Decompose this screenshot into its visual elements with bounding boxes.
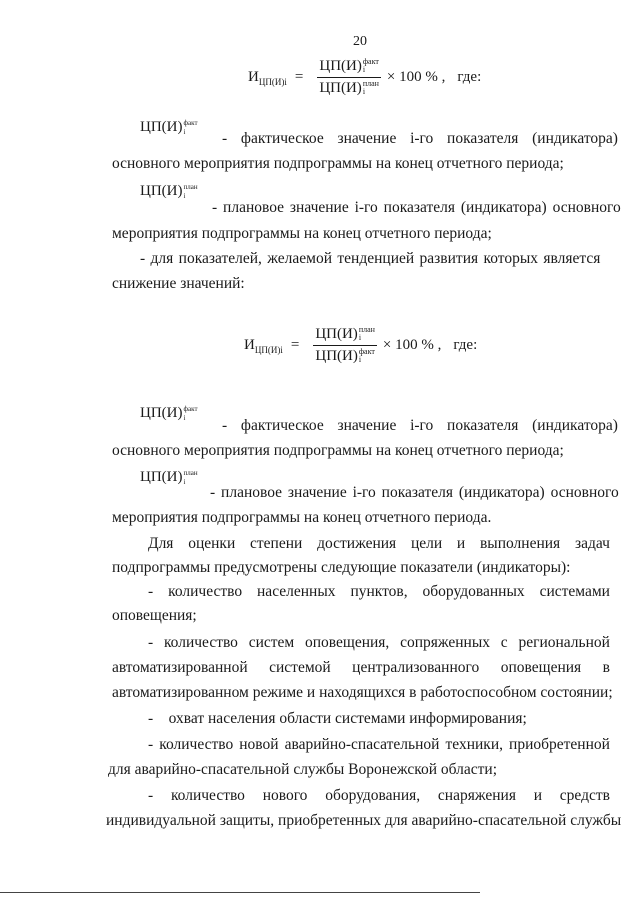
decrease-line2: снижение значений: bbox=[112, 275, 245, 292]
word: в bbox=[602, 659, 610, 676]
word: - bbox=[222, 417, 228, 434]
word: с bbox=[500, 634, 508, 651]
def3-line1 bbox=[222, 417, 618, 435]
word: количество bbox=[168, 583, 243, 600]
denominator bbox=[313, 346, 377, 365]
word: і-го bbox=[410, 130, 434, 147]
word: количество bbox=[159, 736, 234, 753]
numerator-sub: і bbox=[358, 333, 362, 342]
word: аварийно-спасательной bbox=[284, 736, 440, 753]
term-sup: факт bbox=[183, 405, 198, 413]
word: выполнения bbox=[479, 535, 561, 552]
assess-line2: подпрограммы предусмотрены следующие показатели (индикаторы): bbox=[112, 559, 571, 576]
word: степени bbox=[250, 535, 303, 552]
multiplier: × 100 % , bbox=[382, 337, 442, 353]
bullet3-line1: - охват населения области системами информирования; bbox=[148, 710, 527, 727]
term-plan bbox=[140, 183, 198, 201]
term-fact bbox=[140, 405, 198, 423]
word: - bbox=[148, 787, 154, 804]
term-base: ЦП(И) bbox=[140, 405, 183, 421]
word: і-го bbox=[410, 417, 434, 434]
formula-lhs bbox=[248, 69, 287, 87]
word: - bbox=[148, 634, 154, 651]
term-plan bbox=[140, 469, 198, 487]
word: централизованного bbox=[352, 659, 480, 676]
word: приобретенной bbox=[509, 736, 610, 753]
word: новой bbox=[239, 736, 279, 753]
word: средств bbox=[559, 787, 610, 804]
term-sub: і bbox=[183, 478, 186, 486]
word: населенных bbox=[257, 583, 336, 600]
bullet2-line1 bbox=[148, 634, 610, 652]
term-base: ЦП(И) bbox=[140, 183, 183, 199]
numerator-base: ЦП(И) bbox=[315, 326, 358, 342]
term-sup: план bbox=[183, 183, 198, 191]
word: достижения bbox=[317, 535, 397, 552]
word: автоматизированной bbox=[112, 659, 248, 676]
term-sup: факт bbox=[183, 119, 198, 127]
bullet2-line2 bbox=[112, 659, 610, 677]
word: Для bbox=[148, 535, 174, 552]
def1-line2: основного мероприятия подпрограммы на конец отчетного периода; bbox=[112, 155, 564, 172]
equals-sign: = bbox=[290, 337, 300, 353]
bullet1-line2: оповещения; bbox=[112, 607, 197, 624]
word: количество bbox=[170, 787, 245, 804]
fraction bbox=[317, 58, 381, 97]
where-label: где: bbox=[457, 69, 482, 85]
lhs-subscript: ЦП(И)і bbox=[254, 344, 283, 355]
numerator bbox=[313, 326, 377, 346]
def4-line2: мероприятия подпрограммы на конец отчетного периода. bbox=[112, 509, 492, 526]
word: - bbox=[222, 130, 228, 147]
word: - bbox=[148, 583, 154, 600]
word: нового bbox=[262, 787, 308, 804]
bullet5-line2: индивидуальной защиты, приобретенных для аварийно-спасательной службы bbox=[106, 812, 622, 829]
word: региональной bbox=[518, 634, 610, 651]
term-sub: і bbox=[183, 192, 186, 200]
word: (индикатора) bbox=[532, 417, 618, 434]
term-base: ЦП(И) bbox=[140, 469, 183, 485]
numerator-sup: план bbox=[358, 325, 375, 334]
word: техники, bbox=[445, 736, 503, 753]
bullet4-line2: для аварийно-спасательной службы Воронежской области; bbox=[108, 761, 498, 778]
term-base: ЦП(И) bbox=[140, 119, 183, 135]
word: систем bbox=[248, 634, 295, 651]
def1-line1 bbox=[222, 130, 618, 148]
word: оповещения, bbox=[305, 634, 390, 651]
decrease-line1: - для показателей, желаемой тенденцией развития которых является bbox=[140, 250, 601, 267]
footer-rule bbox=[0, 892, 480, 893]
word: оборудования, bbox=[325, 787, 421, 804]
numerator-sup: факт bbox=[362, 57, 379, 66]
bullet4-line1 bbox=[148, 736, 610, 754]
word: пунктов, bbox=[350, 583, 408, 600]
denominator-sup: факт bbox=[358, 347, 375, 356]
word: значение bbox=[337, 130, 397, 147]
denominator bbox=[317, 78, 381, 97]
bullet5-line1 bbox=[148, 787, 610, 805]
word: оценки bbox=[188, 535, 236, 552]
multiplier: × 100 % , bbox=[386, 69, 446, 85]
def2-line2: мероприятия подпрограммы на конец отчетного периода; bbox=[112, 225, 492, 242]
word: фактическое bbox=[240, 417, 324, 434]
word: задач bbox=[574, 535, 610, 552]
assess-line1 bbox=[148, 535, 610, 553]
word: количество bbox=[163, 634, 238, 651]
equals-sign: = bbox=[294, 69, 304, 85]
formula-direct bbox=[248, 58, 481, 97]
bullet1-line1 bbox=[148, 583, 610, 601]
word: - bbox=[148, 736, 154, 753]
formula-lhs bbox=[244, 337, 283, 355]
lhs-symbol: И bbox=[244, 336, 255, 353]
term-fact bbox=[140, 119, 198, 137]
word: системами bbox=[539, 583, 610, 600]
denominator-base: ЦП(И) bbox=[319, 80, 362, 96]
word: значение bbox=[337, 417, 397, 434]
numerator-base: ЦП(И) bbox=[319, 58, 362, 74]
term-sub: і bbox=[183, 128, 186, 136]
term-sub: і bbox=[183, 414, 186, 422]
denominator-sub: і bbox=[362, 87, 366, 96]
denominator-base: ЦП(И) bbox=[315, 348, 358, 364]
word: и bbox=[533, 787, 543, 804]
def4-line1: - плановое значение і-го показателя (индикатора) основного bbox=[210, 484, 619, 501]
bullet2-line3: автоматизированном режиме и находящихся в работоспособном состоянии; bbox=[112, 684, 613, 701]
denominator-sup: план bbox=[362, 79, 379, 88]
word: показателя bbox=[447, 130, 519, 147]
def3-line2: основного мероприятия подпрограммы на конец отчетного периода; bbox=[112, 442, 564, 459]
where-label: где: bbox=[453, 337, 478, 353]
lhs-subscript: ЦП(И)і bbox=[258, 76, 287, 87]
word: (индикатора) bbox=[532, 130, 618, 147]
word: сопряженных bbox=[400, 634, 491, 651]
word: оборудованных bbox=[422, 583, 525, 600]
numerator bbox=[317, 58, 381, 78]
word: фактическое bbox=[240, 130, 324, 147]
numerator-sub: і bbox=[362, 65, 366, 74]
term-sup: план bbox=[183, 469, 198, 477]
word: системой bbox=[269, 659, 331, 676]
word: снаряжения bbox=[437, 787, 516, 804]
denominator-sub: і bbox=[358, 355, 362, 364]
word: оповещения bbox=[500, 659, 582, 676]
word: показателя bbox=[447, 417, 519, 434]
word: и bbox=[456, 535, 466, 552]
formula-inverse bbox=[244, 326, 477, 365]
page-number: 20 bbox=[353, 34, 367, 49]
fraction bbox=[313, 326, 377, 365]
lhs-symbol: И bbox=[248, 68, 259, 85]
def2-line1: - плановое значение і-го показателя (индикатора) основного bbox=[212, 199, 621, 216]
word: цели bbox=[410, 535, 443, 552]
